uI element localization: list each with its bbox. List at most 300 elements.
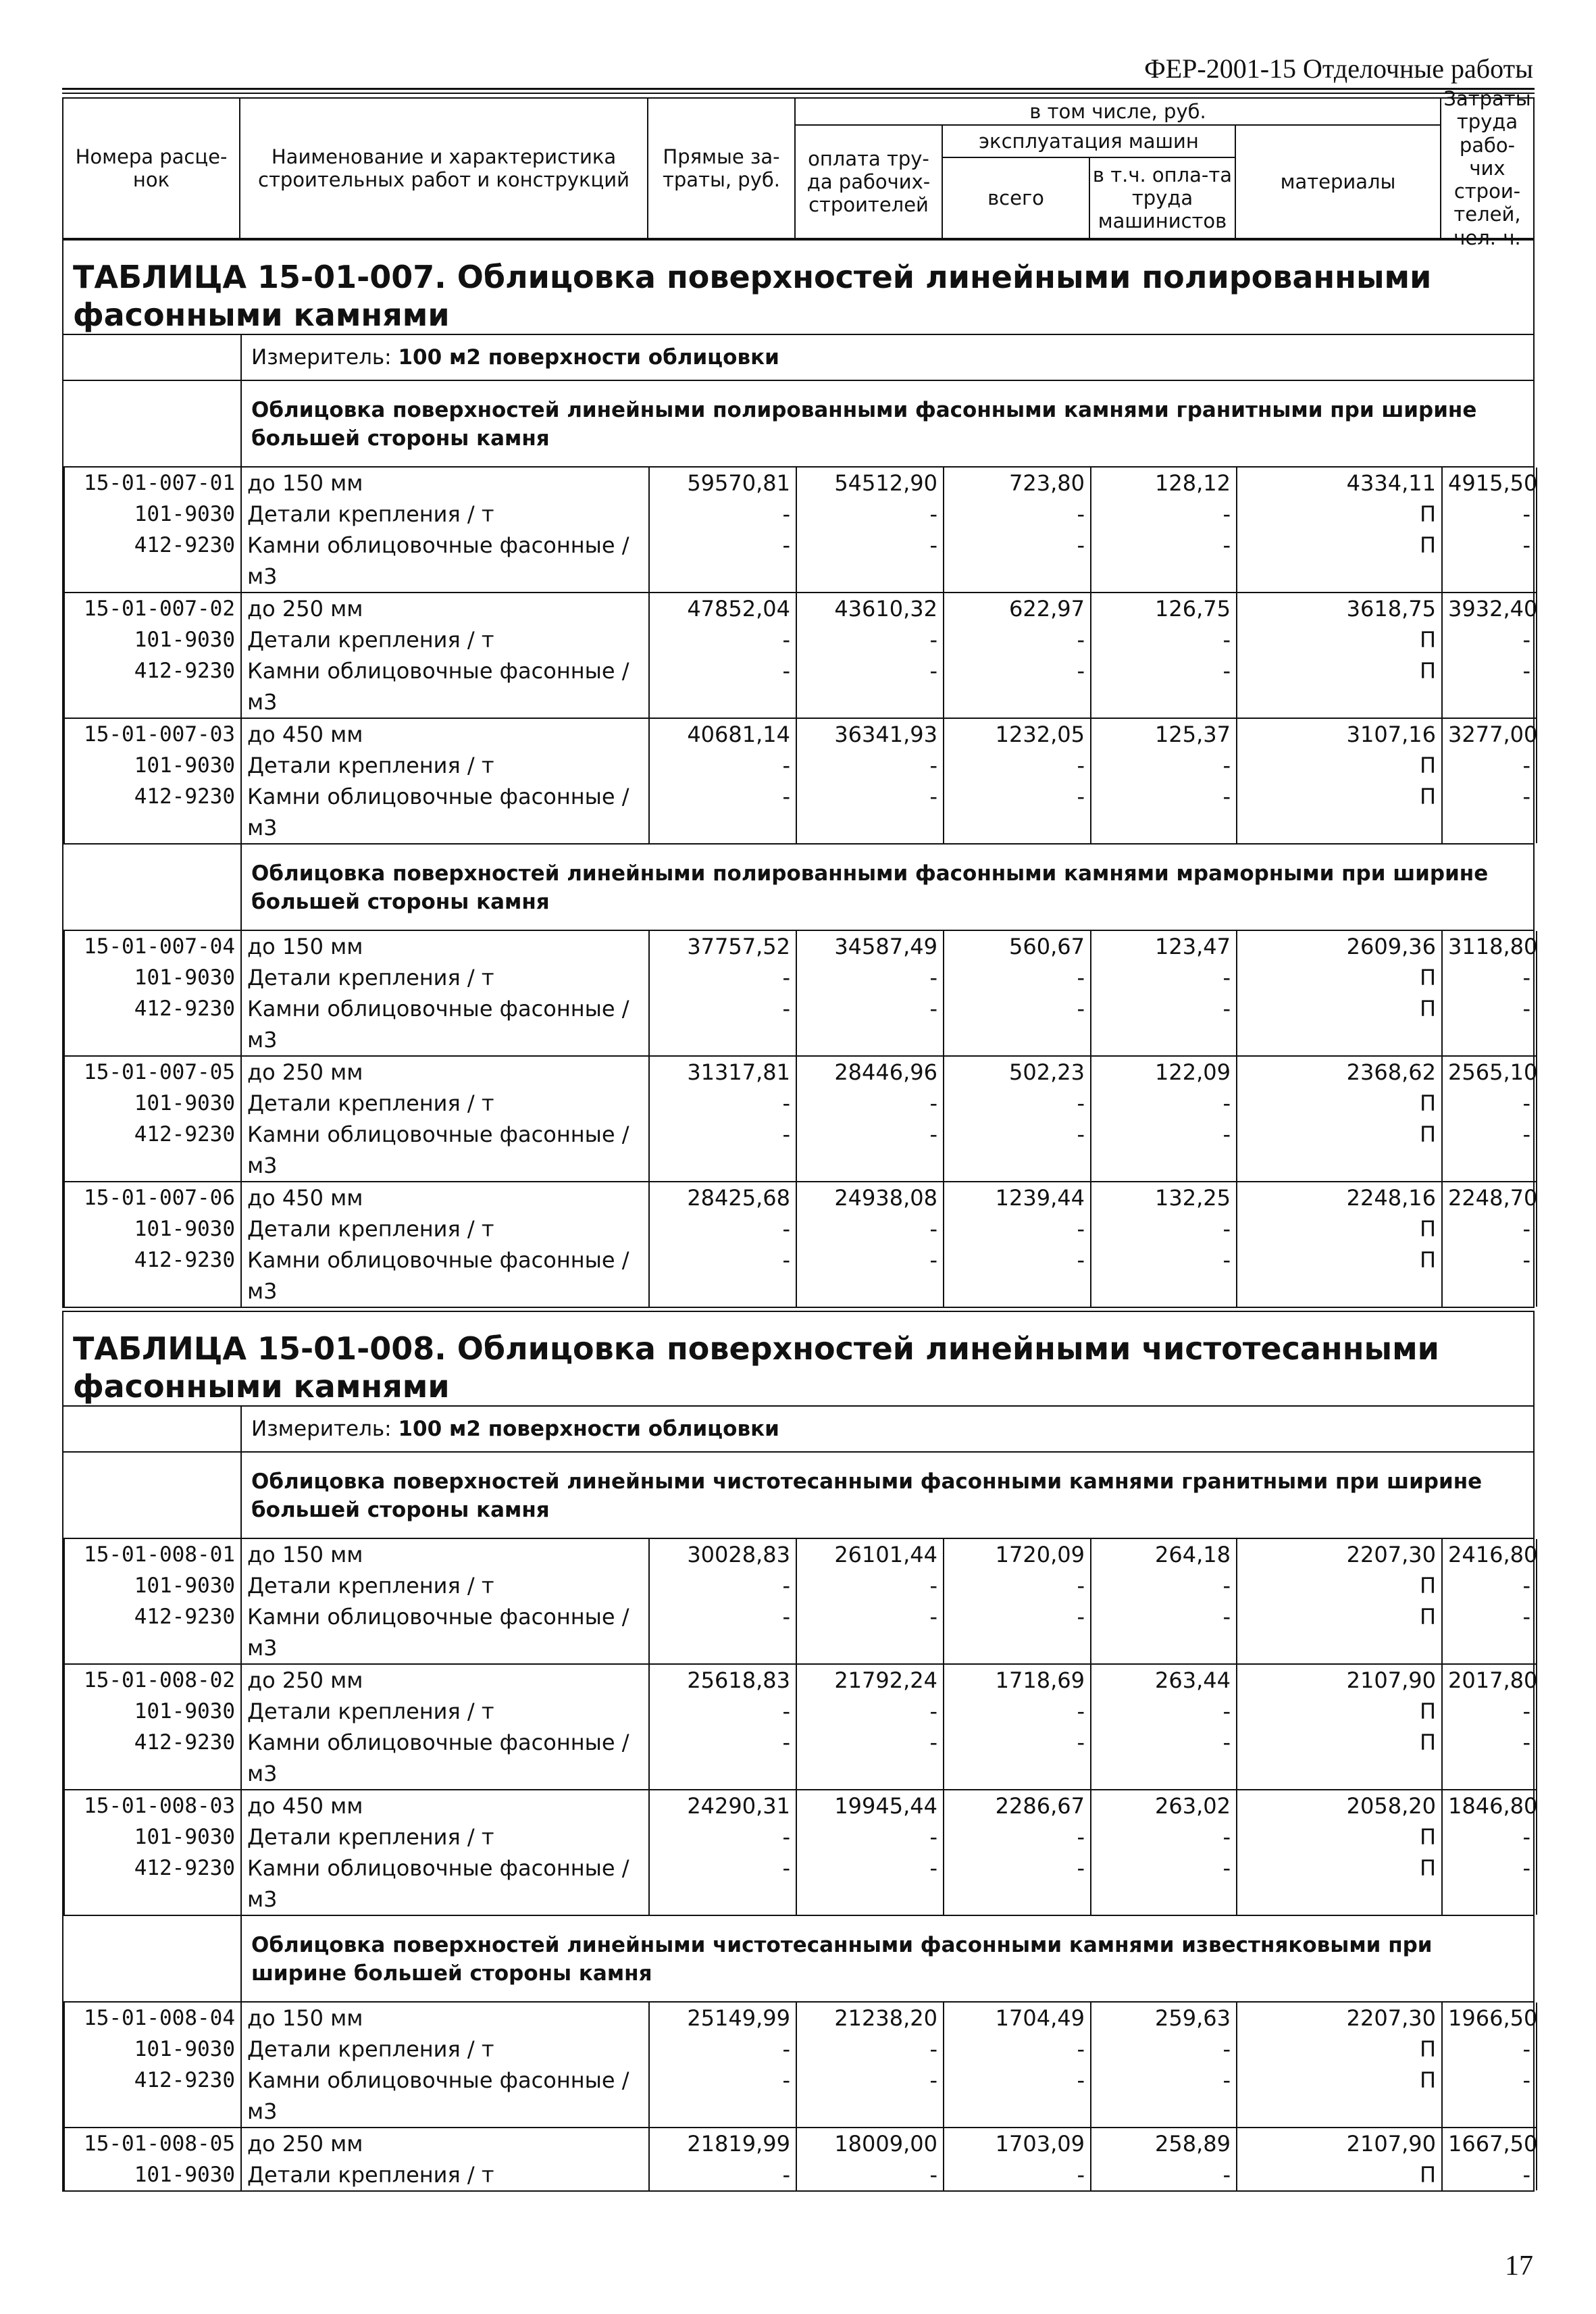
rate-row — [64, 2003, 1537, 2034]
materials: П — [1237, 1244, 1442, 1307]
direct-cost: - — [649, 781, 796, 843]
materials: П — [1237, 1570, 1442, 1601]
page-header: ФЕР-2001-15 Отделочные работы — [1144, 53, 1533, 84]
labor-pay: 34587,49 — [796, 931, 944, 962]
work-name: Камни облицовочные фасонные / м3 — [241, 993, 649, 1056]
labor-cost: - — [1442, 993, 1537, 1056]
work-name: Камни облицовочные фасонные / м3 — [241, 2065, 649, 2128]
group-heading: Облицовка поверхностей линейными полированными фасонными камнями мраморными при ширине большей стороны камня — [251, 861, 1489, 914]
machines-labor: 122,09 — [1091, 1056, 1237, 1088]
machines-labor: - — [1091, 1119, 1237, 1182]
resource-row — [64, 499, 1537, 530]
machines-labor: 258,89 — [1091, 2128, 1237, 2159]
unit-row — [63, 334, 1533, 381]
machines-labor: - — [1091, 624, 1237, 655]
machines-total: 723,80 — [944, 468, 1091, 499]
resource-row — [64, 655, 1537, 718]
rate-code: 412-9230 — [64, 781, 241, 843]
materials: П — [1237, 2034, 1442, 2065]
rate-code: 101-9030 — [64, 1821, 241, 1853]
labor-pay: 24938,08 — [796, 1182, 944, 1213]
work-name: Детали крепления / т — [241, 1696, 649, 1727]
group-heading: Облицовка поверхностей линейными чистотесанными фасонными камнями известняковыми при ширине большей стороны камня — [251, 1933, 1433, 1986]
direct-cost: 40681,14 — [649, 718, 796, 750]
direct-cost: - — [649, 655, 796, 718]
rate-code: 101-9030 — [64, 1213, 241, 1244]
labor-cost: - — [1442, 624, 1537, 655]
machines-labor: - — [1091, 2159, 1237, 2190]
machines-labor: 259,63 — [1091, 2003, 1237, 2034]
labor-cost: - — [1442, 962, 1537, 993]
col-machines-labor: в т.ч. опла-та труда машинистов — [1089, 157, 1236, 239]
direct-cost: - — [649, 1821, 796, 1853]
work-name: до 150 мм — [241, 931, 649, 962]
labor-cost: - — [1442, 499, 1537, 530]
work-name: Камни облицовочные фасонные / м3 — [241, 1853, 649, 1915]
machines-total: 560,67 — [944, 931, 1091, 962]
direct-cost: - — [649, 499, 796, 530]
unit-label: Измеритель: — [251, 1417, 392, 1441]
direct-cost: - — [649, 2065, 796, 2128]
work-name: до 250 мм — [241, 1664, 649, 1696]
materials: 2368,62 — [1237, 1056, 1442, 1088]
machines-labor: - — [1091, 655, 1237, 718]
materials: П — [1237, 624, 1442, 655]
labor-cost: - — [1442, 655, 1537, 718]
labor-cost: 2017,80 — [1442, 1664, 1537, 1696]
direct-cost: 25618,83 — [649, 1664, 796, 1696]
labor-cost: - — [1442, 1821, 1537, 1853]
labor-cost: - — [1442, 750, 1537, 781]
work-name: Детали крепления / т — [241, 2034, 649, 2065]
labor-pay: - — [796, 1213, 944, 1244]
rate-code: 15-01-008-02 — [64, 1664, 241, 1696]
direct-cost: - — [649, 1088, 796, 1119]
labor-cost: - — [1442, 1213, 1537, 1244]
materials: 2058,20 — [1237, 1790, 1442, 1821]
group-left — [63, 1916, 242, 2001]
resource-row — [64, 781, 1537, 843]
work-name: Камни облицовочные фасонные / м3 — [241, 1244, 649, 1307]
work-name: Камни облицовочные фасонные / м3 — [241, 781, 649, 843]
rate-code: 15-01-007-04 — [64, 931, 241, 962]
group-heading: Облицовка поверхностей линейными чистотесанными фасонными камнями гранитными при ширине большей стороны камня — [251, 1469, 1483, 1522]
labor-cost: - — [1442, 781, 1537, 843]
header-rule — [62, 88, 1535, 90]
labor-pay: - — [796, 750, 944, 781]
resource-row — [64, 2065, 1537, 2128]
table-title: ТАБЛИЦА 15-01-007. Облицовка поверхностей линейными полированными фасонными камнями — [73, 259, 1432, 333]
direct-cost: - — [649, 1601, 796, 1664]
machines-total: - — [944, 1244, 1091, 1307]
direct-cost: 59570,81 — [649, 468, 796, 499]
rate-code: 15-01-008-04 — [64, 2003, 241, 2034]
rate-code: 412-9230 — [64, 1853, 241, 1915]
labor-pay: - — [796, 2159, 944, 2190]
machines-labor: - — [1091, 993, 1237, 1056]
table-title: ТАБЛИЦА 15-01-008. Облицовка поверхностей линейными чистотесанными фасонными камнями — [73, 1330, 1439, 1405]
materials: П — [1237, 2159, 1442, 2190]
machines-labor: - — [1091, 2065, 1237, 2128]
materials: П — [1237, 655, 1442, 718]
labor-cost: - — [1442, 2159, 1537, 2190]
labor-cost: - — [1442, 1088, 1537, 1119]
machines-labor: - — [1091, 530, 1237, 593]
rate-code: 412-9230 — [64, 1244, 241, 1307]
materials: П — [1237, 962, 1442, 993]
materials: 3618,75 — [1237, 593, 1442, 624]
work-name: до 450 мм — [241, 1182, 649, 1213]
machines-labor: 132,25 — [1091, 1182, 1237, 1213]
resource-row — [64, 1696, 1537, 1727]
unit-label: Измеритель: — [251, 345, 392, 370]
machines-total: - — [944, 1853, 1091, 1915]
materials: 4334,11 — [1237, 468, 1442, 499]
labor-pay: 21792,24 — [796, 1664, 944, 1696]
work-name: Детали крепления / т — [241, 624, 649, 655]
resource-row — [64, 962, 1537, 993]
rate-code: 101-9030 — [64, 2159, 241, 2190]
materials: П — [1237, 1853, 1442, 1915]
labor-cost: - — [1442, 1119, 1537, 1182]
unit-text — [242, 335, 779, 380]
resource-row — [64, 750, 1537, 781]
work-name: Камни облицовочные фасонные / м3 — [241, 655, 649, 718]
labor-pay: - — [796, 1088, 944, 1119]
machines-total: - — [944, 2065, 1091, 2128]
direct-cost: 21819,99 — [649, 2128, 796, 2159]
labor-cost: 2565,10 — [1442, 1056, 1537, 1088]
machines-labor: 263,02 — [1091, 1790, 1237, 1821]
machines-total: 502,23 — [944, 1056, 1091, 1088]
machines-labor: 263,44 — [1091, 1664, 1237, 1696]
direct-cost: - — [649, 1119, 796, 1182]
materials: 2248,16 — [1237, 1182, 1442, 1213]
direct-cost: 28425,68 — [649, 1182, 796, 1213]
work-name: до 150 мм — [241, 2003, 649, 2034]
rate-code: 15-01-008-03 — [64, 1790, 241, 1821]
direct-cost: - — [649, 750, 796, 781]
rate-code: 15-01-008-05 — [64, 2128, 241, 2159]
materials: 2107,90 — [1237, 1664, 1442, 1696]
rate-code: 101-9030 — [64, 962, 241, 993]
header-rule-thin — [62, 93, 1535, 94]
document-body — [62, 239, 1538, 2192]
resource-row — [64, 1244, 1537, 1307]
labor-pay: - — [796, 499, 944, 530]
work-name: до 250 мм — [241, 1056, 649, 1088]
machines-labor: 123,47 — [1091, 931, 1237, 962]
labor-cost: - — [1442, 1853, 1537, 1915]
rate-code: 101-9030 — [64, 1570, 241, 1601]
machines-total: 1718,69 — [944, 1664, 1091, 1696]
col-machines-total: всего — [942, 157, 1090, 239]
direct-cost: - — [649, 1213, 796, 1244]
work-name: Детали крепления / т — [241, 750, 649, 781]
resource-row — [64, 2034, 1537, 2065]
resource-row — [64, 993, 1537, 1056]
resource-row — [64, 1119, 1537, 1182]
machines-total: - — [944, 993, 1091, 1056]
col-materials: материалы — [1235, 124, 1441, 239]
direct-cost: - — [649, 530, 796, 593]
labor-pay: 54512,90 — [796, 468, 944, 499]
work-name: Камни облицовочные фасонные / м3 — [241, 530, 649, 593]
machines-labor: - — [1091, 2034, 1237, 2065]
rate-code: 412-9230 — [64, 1601, 241, 1664]
direct-cost: 30028,83 — [649, 1539, 796, 1570]
labor-cost: - — [1442, 1696, 1537, 1727]
group-left — [63, 845, 242, 930]
rate-code: 101-9030 — [64, 624, 241, 655]
work-name: до 150 мм — [241, 468, 649, 499]
col-including: в том числе, руб. — [794, 97, 1441, 126]
labor-pay: 36341,93 — [796, 718, 944, 750]
rate-row — [64, 2128, 1537, 2159]
resource-row — [64, 1088, 1537, 1119]
labor-pay: - — [796, 2065, 944, 2128]
rate-row — [64, 1664, 1537, 1696]
rate-code: 15-01-007-05 — [64, 1056, 241, 1088]
rate-code: 412-9230 — [64, 993, 241, 1056]
labor-cost: 1667,50 — [1442, 2128, 1537, 2159]
labor-cost: 2416,80 — [1442, 1539, 1537, 1570]
labor-pay: 43610,32 — [796, 593, 944, 624]
rate-row — [64, 1056, 1537, 1088]
direct-cost: 25149,99 — [649, 2003, 796, 2034]
machines-total: 1232,05 — [944, 718, 1091, 750]
table-section — [62, 1311, 1538, 2192]
machines-total: 622,97 — [944, 593, 1091, 624]
work-name: до 250 мм — [241, 593, 649, 624]
materials: 2207,30 — [1237, 1539, 1442, 1570]
group-heading-row — [63, 1453, 1533, 1539]
machines-total: - — [944, 655, 1091, 718]
resource-row — [64, 1570, 1537, 1601]
materials: П — [1237, 499, 1442, 530]
materials: П — [1237, 2065, 1442, 2128]
machines-total: - — [944, 1696, 1091, 1727]
materials: П — [1237, 1696, 1442, 1727]
col-machines: эксплуатация машин — [942, 124, 1236, 158]
machines-labor: - — [1091, 1213, 1237, 1244]
machines-labor: - — [1091, 1570, 1237, 1601]
unit-value: 100 м2 поверхности облицовки — [398, 1417, 779, 1441]
labor-cost: 3118,80 — [1442, 931, 1537, 962]
resource-row — [64, 624, 1537, 655]
machines-total: - — [944, 750, 1091, 781]
direct-cost: - — [649, 1696, 796, 1727]
materials: П — [1237, 781, 1442, 843]
machines-total: 1703,09 — [944, 2128, 1091, 2159]
materials: П — [1237, 993, 1442, 1056]
labor-cost: - — [1442, 530, 1537, 593]
group-heading-row — [63, 1915, 1533, 2003]
group-heading: Облицовка поверхностей линейными полированными фасонными камнями гранитными при ширине большей стороны камня — [251, 398, 1477, 451]
work-name: до 450 мм — [241, 1790, 649, 1821]
rate-code: 412-9230 — [64, 655, 241, 718]
resource-row — [64, 1601, 1537, 1664]
labor-pay: - — [796, 962, 944, 993]
rate-code: 15-01-008-01 — [64, 1539, 241, 1570]
machines-total: - — [944, 1213, 1091, 1244]
materials: П — [1237, 750, 1442, 781]
rate-code: 101-9030 — [64, 1696, 241, 1727]
labor-cost: 1846,80 — [1442, 1790, 1537, 1821]
machines-labor: - — [1091, 1821, 1237, 1853]
work-name: Детали крепления / т — [241, 1570, 649, 1601]
labor-cost: - — [1442, 1601, 1537, 1664]
group-heading-row — [63, 381, 1533, 468]
col-direct: Прямые за-траты, руб. — [647, 97, 796, 239]
unit-left — [63, 1407, 242, 1451]
materials: П — [1237, 1088, 1442, 1119]
group-heading-row — [63, 843, 1533, 931]
labor-pay: - — [796, 1244, 944, 1307]
labor-cost: 3932,40 — [1442, 593, 1537, 624]
rate-code: 412-9230 — [64, 1119, 241, 1182]
work-name: до 150 мм — [241, 1539, 649, 1570]
rate-code: 15-01-007-03 — [64, 718, 241, 750]
resource-row — [64, 2159, 1537, 2190]
machines-total: - — [944, 1570, 1091, 1601]
materials: 2207,30 — [1237, 2003, 1442, 2034]
col-code: Номера расце-нок — [62, 97, 240, 239]
resource-row — [64, 1821, 1537, 1853]
materials: П — [1237, 1727, 1442, 1790]
labor-pay: - — [796, 1601, 944, 1664]
machines-labor: - — [1091, 1601, 1237, 1664]
machines-total: - — [944, 962, 1091, 993]
work-name: Камни облицовочные фасонные / м3 — [241, 1601, 649, 1664]
machines-total: - — [944, 499, 1091, 530]
data-table — [63, 2003, 1537, 2190]
group-left — [63, 1453, 242, 1538]
labor-cost: - — [1442, 1244, 1537, 1307]
machines-total: - — [944, 624, 1091, 655]
materials: П — [1237, 530, 1442, 593]
labor-pay: - — [796, 530, 944, 593]
machines-labor: - — [1091, 499, 1237, 530]
rate-row — [64, 1790, 1537, 1821]
labor-cost: 3277,00 — [1442, 718, 1537, 750]
labor-pay: - — [796, 1696, 944, 1727]
resource-row — [64, 1853, 1537, 1915]
rate-code: 101-9030 — [64, 750, 241, 781]
machines-total: - — [944, 530, 1091, 593]
machines-total: 1704,49 — [944, 2003, 1091, 2034]
machines-total: - — [944, 1088, 1091, 1119]
unit-row — [63, 1405, 1533, 1453]
rate-row — [64, 1182, 1537, 1213]
direct-cost: - — [649, 1853, 796, 1915]
unit-value: 100 м2 поверхности облицовки — [398, 345, 779, 370]
machines-total: - — [944, 1601, 1091, 1664]
labor-pay: 21238,20 — [796, 2003, 944, 2034]
machines-total: - — [944, 781, 1091, 843]
rate-code: 15-01-007-01 — [64, 468, 241, 499]
materials: П — [1237, 1601, 1442, 1664]
labor-cost: - — [1442, 2034, 1537, 2065]
labor-cost: 1966,50 — [1442, 2003, 1537, 2034]
rate-code: 101-9030 — [64, 1088, 241, 1119]
rate-row — [64, 1539, 1537, 1570]
labor-pay: - — [796, 1853, 944, 1915]
machines-labor: - — [1091, 1244, 1237, 1307]
group-left — [63, 381, 242, 466]
machines-total: 1720,09 — [944, 1539, 1091, 1570]
page-number: 17 — [1505, 2250, 1533, 2282]
data-table — [63, 931, 1537, 1307]
rate-code: 101-9030 — [64, 2034, 241, 2065]
labor-pay: - — [796, 1119, 944, 1182]
work-name: до 450 мм — [241, 718, 649, 750]
labor-pay: - — [796, 624, 944, 655]
unit-left — [63, 335, 242, 380]
materials: 3107,16 — [1237, 718, 1442, 750]
direct-cost: 24290,31 — [649, 1790, 796, 1821]
col-labor-pay: оплата тру-да рабочих-строителей — [794, 124, 943, 239]
work-name: Детали крепления / т — [241, 1821, 649, 1853]
work-name: Камни облицовочные фасонные / м3 — [241, 1119, 649, 1182]
machines-labor: 126,75 — [1091, 593, 1237, 624]
work-name: Детали крепления / т — [241, 499, 649, 530]
machines-total: - — [944, 1119, 1091, 1182]
work-name: до 250 мм — [241, 2128, 649, 2159]
labor-cost: - — [1442, 1570, 1537, 1601]
direct-cost: - — [649, 1727, 796, 1790]
direct-cost: - — [649, 2159, 796, 2190]
direct-cost: - — [649, 624, 796, 655]
labor-pay: - — [796, 2034, 944, 2065]
machines-total: - — [944, 1727, 1091, 1790]
labor-pay: 28446,96 — [796, 1056, 944, 1088]
materials: П — [1237, 1213, 1442, 1244]
work-name: Детали крепления / т — [241, 1213, 649, 1244]
labor-pay: - — [796, 993, 944, 1056]
resource-row — [64, 1213, 1537, 1244]
direct-cost: - — [649, 2034, 796, 2065]
work-name: Камни облицовочные фасонные / м3 — [241, 1727, 649, 1790]
resource-row — [64, 530, 1537, 593]
machines-labor: 128,12 — [1091, 468, 1237, 499]
direct-cost: - — [649, 1244, 796, 1307]
labor-pay: - — [796, 781, 944, 843]
direct-cost: 47852,04 — [649, 593, 796, 624]
rate-code: 15-01-007-06 — [64, 1182, 241, 1213]
work-name: Детали крепления / т — [241, 962, 649, 993]
labor-pay: - — [796, 1570, 944, 1601]
rate-code: 412-9230 — [64, 1727, 241, 1790]
machines-total: 1239,44 — [944, 1182, 1091, 1213]
machines-labor: - — [1091, 1088, 1237, 1119]
machines-labor: 264,18 — [1091, 1539, 1237, 1570]
resource-row — [64, 1727, 1537, 1790]
materials: П — [1237, 1821, 1442, 1853]
direct-cost: - — [649, 993, 796, 1056]
machines-labor: - — [1091, 1696, 1237, 1727]
labor-cost: 4915,50 — [1442, 468, 1537, 499]
col-labor-cost: Затраты труда рабо-чих строи-телей, чел.-ч. — [1440, 97, 1535, 239]
machines-labor: 125,37 — [1091, 718, 1237, 750]
labor-cost: 2248,70 — [1442, 1182, 1537, 1213]
col-name: Наименование и характеристика строительных работ и конструкций — [239, 97, 648, 239]
machines-labor: - — [1091, 1727, 1237, 1790]
labor-pay: - — [796, 1821, 944, 1853]
machines-labor: - — [1091, 962, 1237, 993]
materials: 2107,90 — [1237, 2128, 1442, 2159]
rate-code: 412-9230 — [64, 2065, 241, 2128]
